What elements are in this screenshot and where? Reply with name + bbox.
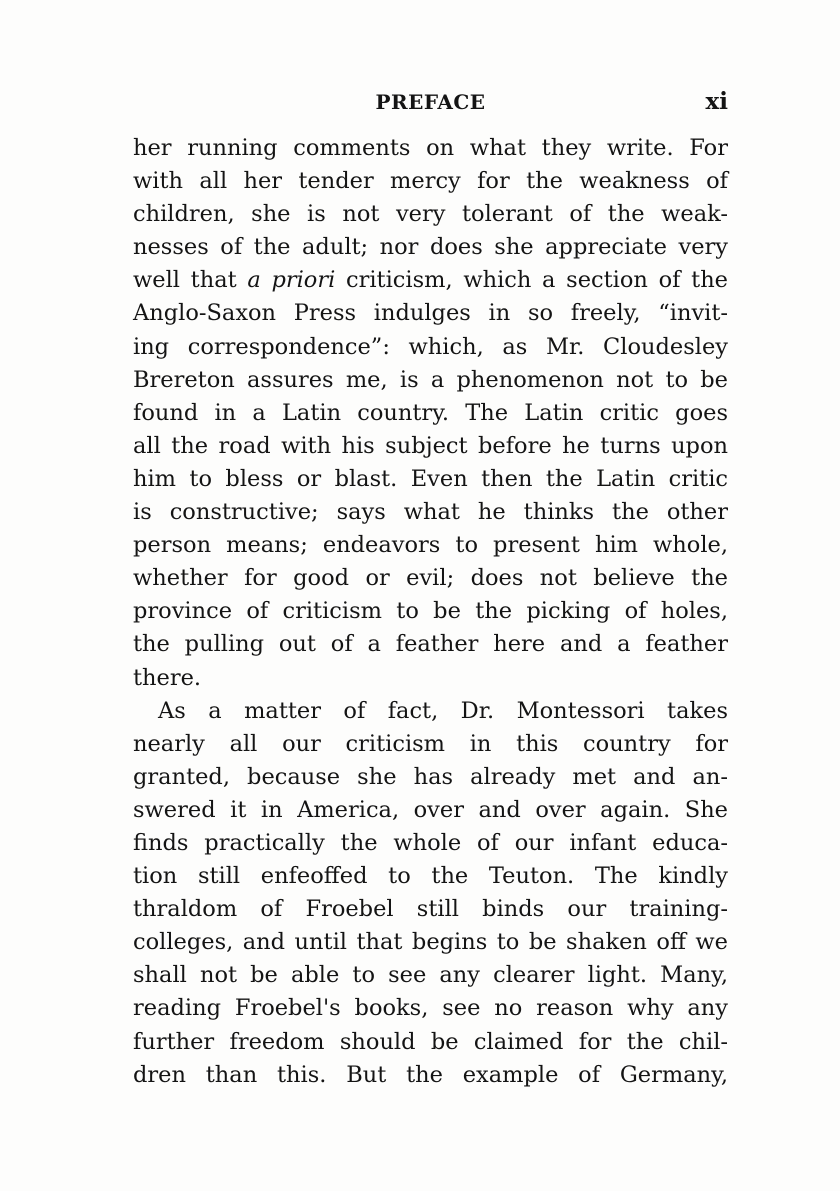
- text-line: thraldom of Froebel still binds our training-: [133, 896, 728, 923]
- text-line: the pulling out of a feather here and a feather: [133, 631, 728, 658]
- page-header: [133, 90, 728, 120]
- text-line: shall not be able to see any clearer light. Many,: [133, 962, 728, 989]
- text-line: with all her tender mercy for the weakness of: [133, 168, 728, 195]
- text-line: children, she is not very tolerant of the weak-: [133, 201, 728, 228]
- text-line: swered it in America, over and over again. She: [133, 796, 728, 823]
- body-text: [133, 132, 728, 1092]
- text-line: person means; endeavors to present him whole,: [133, 532, 728, 559]
- text-line: finds practically the whole of our infant educa-: [133, 829, 728, 856]
- text-line: there.: [133, 664, 202, 691]
- text-line: whether for good or evil; does not believe the: [133, 565, 728, 592]
- text-line: Anglo-Saxon Press indulges in so freely, “invit-: [133, 300, 728, 327]
- text-line: dren than this. But the example of Germany,: [133, 1061, 728, 1088]
- italic-phrase: a priori: [247, 267, 336, 294]
- running-head: PREFACE: [375, 90, 486, 114]
- text-line: ing correspondence”: which, as Mr. Cloudesley: [133, 333, 728, 360]
- text-line: colleges, and until that begins to be shaken off we: [133, 929, 728, 956]
- text-line-paragraph-start: As a matter of fact, Dr. Montessori takes: [158, 697, 728, 724]
- text-line: nearly all our criticism in this country for: [133, 730, 728, 757]
- text-line: Brereton assures me, is a phenomenon not to be: [133, 366, 728, 393]
- text-line: reading Froebel's books, see no reason why any: [133, 995, 728, 1022]
- page-number: xi: [705, 88, 728, 115]
- text-line: nesses of the adult; nor does she appreciate very: [133, 234, 728, 261]
- text-line: [133, 264, 728, 297]
- text-line: tion still enfeoffed to the Teuton. The kindly: [133, 863, 728, 890]
- text-line: is constructive; says what he thinks the other: [133, 499, 728, 526]
- text-line: found in a Latin country. The Latin critic goes: [133, 399, 728, 426]
- text-line: further freedom should be claimed for the chil-: [133, 1028, 728, 1055]
- text-line: all the road with his subject before he turns upon: [133, 432, 728, 459]
- text-line: her running comments on what they write. For: [133, 135, 728, 161]
- text-line: province of criticism to be the picking of holes,: [133, 598, 728, 625]
- text-line: granted, because she has already met and an-: [133, 763, 728, 790]
- text-segment: well that: [133, 267, 248, 294]
- text-segment: criticism, which a section of the: [335, 267, 728, 294]
- text-line: him to bless or blast. Even then the Latin critic: [133, 465, 728, 492]
